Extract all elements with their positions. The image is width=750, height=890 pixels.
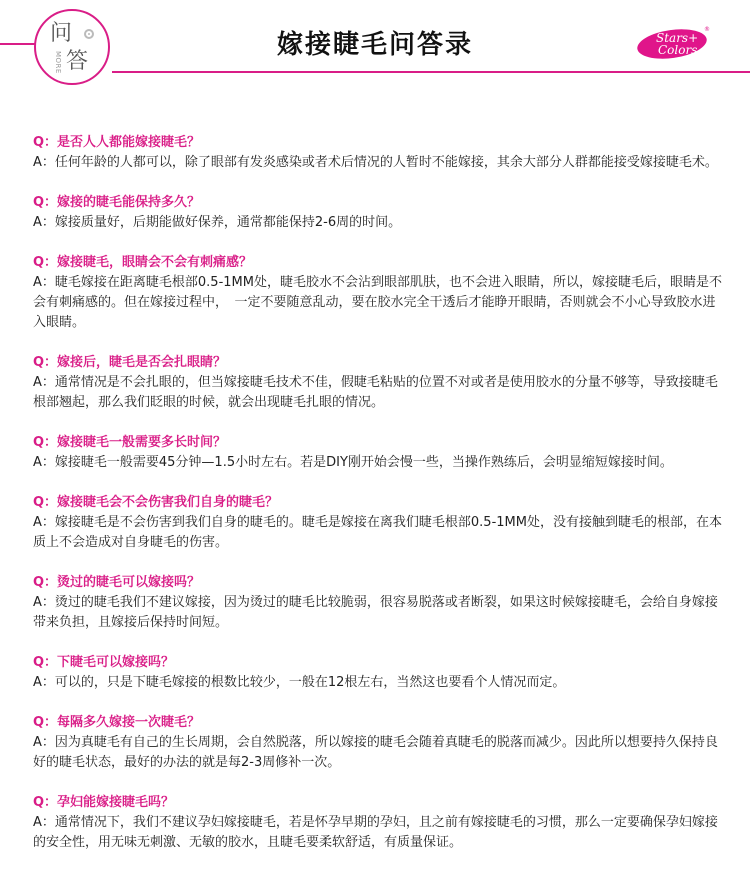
qa-list — [33, 133, 723, 873]
question: Q：嫁接的睫毛能保持多久？ — [33, 195, 201, 210]
qa-item — [33, 253, 723, 333]
qa-item — [33, 793, 723, 853]
qa-item — [33, 713, 723, 773]
page-title: 嫁接睫毛问答录 — [276, 30, 473, 60]
answer: A：通常情况下，我们不建议孕妇嫁接睫毛，若是怀孕早期的孕妇，且之前有嫁接睫毛的习惯，那么一定要确保孕妇嫁接的安全性，用无味无刺激、无敏的胶水，且睫毛要柔软舒适，有质量保证。 — [33, 815, 718, 850]
question: Q：嫁接睫毛会不会伤害我们自身的睫毛？ — [33, 495, 279, 510]
qa-item — [33, 433, 723, 473]
page-header — [0, 0, 750, 100]
badge-char-ask: 问 — [50, 21, 73, 46]
header-rule-right — [112, 71, 750, 73]
question: Q：嫁接睫毛，眼睛会不会有刺痛感？ — [33, 255, 253, 270]
logo-registered-mark: ® — [704, 26, 710, 33]
answer: A：通常情况是不会扎眼的，但当嫁接睫毛技术不佳，假睫毛粘贴的位置不对或者是使用胶水的分量不够等，导致接睫毛根部翘起，那么我们眨眼的时候，就会出现睫毛扎眼的情况。 — [33, 375, 718, 410]
question: Q：嫁接后，睫毛是否会扎眼睛？ — [33, 355, 227, 370]
answer: A：嫁接睫毛一般需要45分钟—1.5小时左右。若是DIY刚开始会慢一些，当操作熟练后，会明显缩短嫁接时间。 — [33, 455, 673, 470]
logo-line2: Colors — [658, 43, 698, 57]
badge-char-answer: 答 — [66, 49, 89, 74]
answer: A：嫁接睫毛是不会伤害到我们自身的睫毛的。睫毛是嫁接在离我们睫毛根部0.5-1MM处，没有接触到睫毛的根部，在本质上不会造成对自身睫毛的伤害。 — [33, 515, 722, 550]
answer: A：任何年龄的人都可以，除了眼部有发炎感染或者术后情况的人暂时不能嫁接，其余大部分人群都能接受嫁接睫毛术。 — [33, 155, 718, 170]
qa-item — [33, 573, 723, 633]
brand-logo — [636, 23, 712, 63]
qa-item — [33, 493, 723, 553]
question: Q：每隔多久嫁接一次睫毛？ — [33, 715, 201, 730]
answer: A：嫁接质量好，后期能做好保养，通常都能保持2-6周的时间。 — [33, 215, 402, 230]
answer: A：因为真睫毛有自己的生长周期，会自然脱落，所以嫁接的睫毛会随着真睫毛的脱落而减少。因此所以想要持久保持良好的睫毛状态，最好的办法的就是每2-3周修补一次。 — [33, 735, 718, 770]
qa-item — [33, 193, 723, 233]
question: Q：是否人人都能嫁接睫毛？ — [33, 135, 201, 150]
qa-item — [33, 353, 723, 413]
question: Q：下睫毛可以嫁接吗？ — [33, 655, 175, 670]
question: Q：嫁接睫毛一般需要多长时间？ — [33, 435, 227, 450]
question: Q：烫过的睫毛可以嫁接吗？ — [33, 575, 201, 590]
qa-item — [33, 653, 723, 693]
question: Q：孕妇能嫁接睫毛吗？ — [33, 795, 175, 810]
logo-line1: Stars+ — [656, 31, 699, 45]
badge-more-text: MORE — [54, 51, 62, 74]
qa-item — [33, 133, 723, 173]
answer: A：可以的，只是下睫毛嫁接的根数比较少，一般在12根左右，当然这也要看个人情况而定。 — [33, 675, 566, 690]
answer: A：烫过的睫毛我们不建议嫁接，因为烫过的睫毛比较脆弱，很容易脱落或者断裂，如果这时候嫁接睫毛，会给自身嫁接带来负担，且嫁接后保持时间短。 — [33, 595, 718, 630]
answer: A：睫毛嫁接在距离睫毛根部0.5-1MM处，睫毛胶水不会沾到眼部肌肤，也不会进入眼睛，所以，嫁接睫毛后，眼睛是不会有刺痛感的。但在嫁接过程中， 一定不要随意乱动，要在胶水完全干透后才能睁开眼睛，否则就会不小心导致胶水进入眼睛。 — [33, 275, 722, 330]
